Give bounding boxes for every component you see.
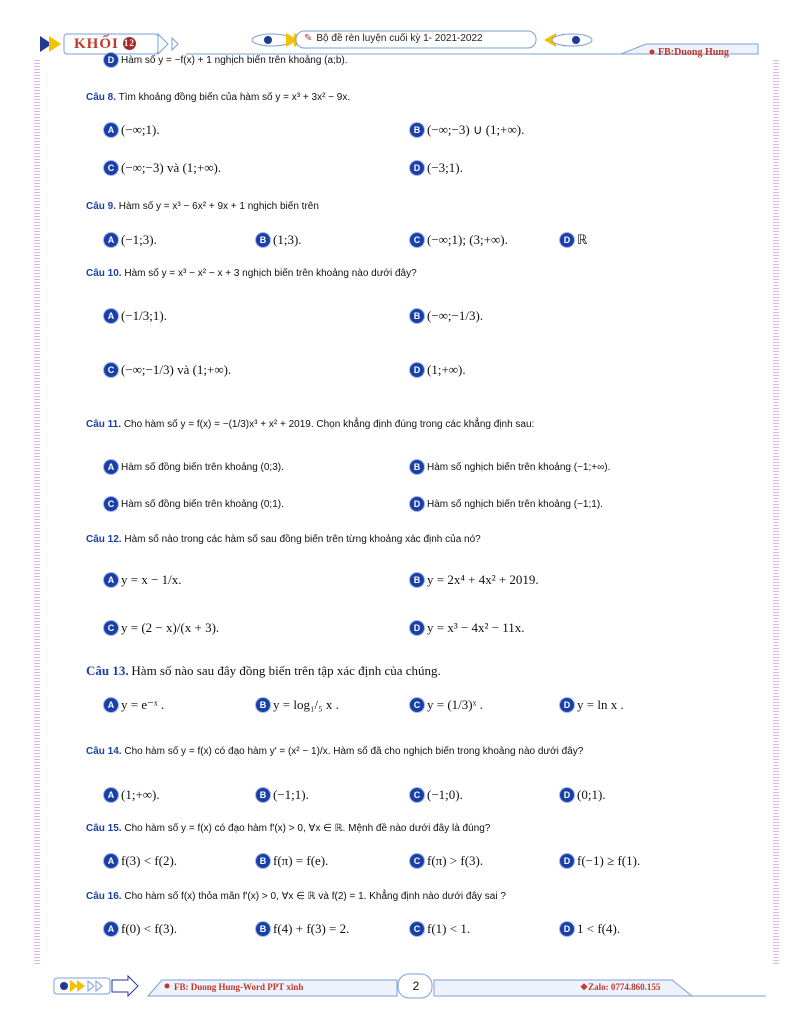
option-badge: C: [410, 854, 424, 868]
question-label: Câu 16.: [86, 891, 122, 902]
footer-zalo: ❖Zalo: 0774.860.155: [580, 982, 661, 992]
option-badge: A: [104, 788, 118, 802]
header-author: FB:Duong Hung: [658, 47, 729, 58]
question-label: Câu 11.: [86, 419, 122, 430]
option-text: Hàm số nghịch biến trên khoảng (−1;+∞).: [427, 461, 611, 473]
option-badge: A: [104, 460, 118, 474]
answer-option[interactable]: [410, 460, 610, 474]
answer-option[interactable]: [410, 572, 539, 588]
question-stem: [86, 92, 350, 103]
option-text: f(1) < 1.: [427, 921, 471, 936]
option-text: y = e⁻ˣ .: [121, 697, 165, 712]
question-label: Câu 14.: [86, 746, 122, 757]
option-badge: B: [410, 123, 424, 137]
option-text: f(3) < f(2).: [121, 853, 178, 868]
option-badge: B: [410, 460, 424, 474]
question-text: Cho hàm số y = f(x) có đạo hàm y′ = (x² − 1)/x. Hàm số đã cho nghịch biến trong khoảng nào dưới đây?: [124, 746, 584, 757]
answer-option[interactable]: [410, 122, 524, 138]
option-badge: D: [560, 854, 574, 868]
option-text: (1;+∞).: [121, 787, 160, 802]
answer-option[interactable]: [104, 122, 160, 138]
option-text: (−3;1).: [427, 160, 463, 175]
option-text: y = x − 1/x.: [121, 572, 182, 587]
option-badge: A: [104, 922, 118, 936]
option-text: f(4) + f(3) = 2.: [273, 921, 350, 936]
option-badge: B: [256, 788, 270, 802]
option-badge: D: [560, 698, 574, 712]
header-title-text: Bộ đề rèn luyện cuối kỳ 1- 2021-2022: [316, 33, 483, 44]
answer-option[interactable]: [104, 620, 219, 636]
question-text: Hàm số nào sau đây đồng biến trên tập xác định của chúng.: [131, 663, 441, 678]
grade-label: KHỐI: [74, 36, 119, 52]
answer-option[interactable]: [560, 921, 620, 937]
option-badge: D: [410, 161, 424, 175]
answer-option[interactable]: [104, 460, 284, 474]
option-text: f(π) > f(3).: [427, 853, 484, 868]
question-stem: [86, 201, 319, 212]
option-text: f(π) = f(e).: [273, 853, 329, 868]
answer-option[interactable]: [104, 921, 177, 937]
option-badge: D: [410, 497, 424, 511]
right-border-decoration: [773, 60, 779, 964]
grade-number: 12: [123, 38, 135, 48]
grade-badge: [74, 36, 136, 53]
option-badge: C: [104, 161, 118, 175]
header-title: [304, 33, 483, 44]
left-border-decoration: [34, 60, 40, 964]
option-badge: C: [410, 233, 424, 247]
answer-option[interactable]: [256, 921, 349, 937]
answer-option[interactable]: [256, 697, 339, 713]
option-badge: B: [256, 233, 270, 247]
answer-option[interactable]: [410, 308, 483, 324]
question-text: Hàm số y = x³ − x² − x + 3 nghịch biến trên khoảng nào dưới đây?: [124, 268, 417, 279]
question-label: Câu 8.: [86, 92, 117, 103]
option-text: (0;1).: [577, 787, 606, 802]
option-badge: B: [256, 922, 270, 936]
question-label: Câu 10.: [86, 268, 122, 279]
answer-option[interactable]: [410, 787, 463, 803]
answer-option[interactable]: [256, 853, 328, 869]
answer-option[interactable]: [410, 697, 483, 713]
answer-option[interactable]: [560, 787, 606, 803]
answer-option[interactable]: [104, 572, 182, 588]
option-text: (1;+∞).: [427, 362, 466, 377]
option-badge: A: [104, 573, 118, 587]
option-badge: A: [104, 123, 118, 137]
option-text: y = (2 − x)/(x + 3).: [121, 620, 220, 635]
question-text: Cho hàm số y = f(x) = −(1/3)x³ + x² + 2019. Chọn khẳng định đúng trong các khẳng định sau:: [123, 419, 535, 430]
question-text: Hàm số y = x³ − 6x² + 9x + 1 nghịch biến trên: [118, 201, 319, 212]
option-badge: C: [104, 497, 118, 511]
option-text: f(−1) ≥ f(1).: [577, 853, 641, 868]
option-text: (−∞;−3) ∪ (1;+∞).: [427, 122, 525, 137]
answer-option[interactable]: [104, 853, 177, 869]
option-text: (−∞;1).: [121, 122, 160, 137]
answer-option[interactable]: [410, 362, 466, 378]
question-stem: [86, 663, 441, 679]
question-text: Cho hàm số y = f(x) có đạo hàm f′(x) > 0, ∀x ∈ ℝ. Mệnh đề nào dưới đây là đúng?: [124, 823, 491, 834]
question-stem: [86, 268, 417, 279]
option-badge: D: [560, 922, 574, 936]
option-badge: C: [410, 788, 424, 802]
option-badge: D: [410, 363, 424, 377]
answer-option[interactable]: [410, 497, 603, 511]
question-stem: [86, 823, 490, 834]
option-text: 1 < f(4).: [577, 921, 621, 936]
option-badge: C: [410, 698, 424, 712]
question-text: Tìm khoảng đồng biến của hàm số y = x³ + 3x² − 9x.: [118, 92, 351, 103]
option-text: (−1;3).: [121, 232, 157, 247]
answer-option[interactable]: [104, 362, 231, 378]
answer-option[interactable]: [104, 160, 221, 176]
question-label: Câu 13.: [86, 663, 129, 678]
answer-option[interactable]: [256, 232, 302, 248]
option-text: (−∞;−3) và (1;+∞).: [121, 160, 222, 175]
question-stem: [86, 746, 583, 757]
option-text: y = x³ − 4x² − 11x.: [427, 620, 525, 635]
answer-option[interactable]: [410, 232, 508, 248]
option-badge: B: [410, 309, 424, 323]
option-badge: C: [104, 363, 118, 377]
answer-option[interactable]: [104, 497, 284, 511]
option-badge: D: [560, 233, 574, 247]
option-text: y = log₁/₅ x .: [273, 697, 339, 712]
option-badge: B: [256, 698, 270, 712]
answer-option[interactable]: [410, 921, 470, 937]
question-text: Cho hàm số f(x) thỏa mãn f′(x) > 0, ∀x ∈ ℝ và f(2) = 1. Khẳng định nào dưới đây sai ?: [124, 891, 506, 902]
option-badge: A: [104, 698, 118, 712]
option-text: (−∞;−1/3).: [427, 308, 484, 323]
answer-option[interactable]: [104, 787, 160, 803]
answer-option[interactable]: [104, 697, 164, 713]
page-number: 2: [412, 979, 420, 993]
option-badge: A: [104, 309, 118, 323]
answer-option[interactable]: [410, 620, 525, 636]
question-label: Câu 12.: [86, 534, 122, 545]
option-text: f(0) < f(3).: [121, 921, 178, 936]
option-text: (−1;1).: [273, 787, 309, 802]
answer-option[interactable]: [560, 697, 624, 713]
answer-option[interactable]: [560, 232, 587, 248]
question-label: Câu 9.: [86, 201, 117, 212]
answer-option[interactable]: [104, 308, 167, 324]
question-text: Hàm số nào trong các hàm số sau đồng biến trên từng khoảng xác định của nó?: [124, 534, 481, 545]
option-text: Hàm số đồng biến trên khoảng (0;3).: [121, 461, 284, 473]
option-text: Hàm số đồng biến trên khoảng (0;1).: [121, 498, 284, 510]
question-stem: [86, 891, 506, 902]
option-badge: A: [104, 233, 118, 247]
option-badge: D: [560, 788, 574, 802]
option-badge: C: [104, 621, 118, 635]
option-text: (−1/3;1).: [121, 308, 167, 323]
option-text: (1;3).: [273, 232, 302, 247]
option-badge: B: [410, 573, 424, 587]
pencil-icon: ✎: [304, 33, 313, 44]
option-text: (−∞;−1/3) và (1;+∞).: [121, 362, 232, 377]
option-badge: B: [256, 854, 270, 868]
page-footer: [52, 972, 768, 1004]
option-badge: C: [410, 922, 424, 936]
question-label: Câu 15.: [86, 823, 122, 834]
answer-option[interactable]: [410, 853, 483, 869]
option-badge: D: [104, 53, 118, 67]
option-text: Hàm số nghịch biến trên khoảng (−1;1).: [427, 498, 603, 510]
option-text: Hàm số y = −f(x) + 1 nghịch biến trên khoảng (a;b).: [121, 54, 348, 66]
option-text: (−∞;1); (3;+∞).: [427, 232, 508, 247]
option-text: (−1;0).: [427, 787, 463, 802]
footer-fb: FB: Duong Hung-Word PPT xinh: [174, 982, 304, 992]
answer-option[interactable]: [104, 232, 157, 248]
option-badge: A: [104, 854, 118, 868]
question-stem: [86, 419, 534, 430]
option-badge: D: [410, 621, 424, 635]
question-stem: [86, 534, 481, 545]
option-text: y = ln x .: [577, 697, 624, 712]
answer-option[interactable]: [256, 787, 309, 803]
answer-option[interactable]: [560, 853, 640, 869]
option-text: y = (1/3)ˣ .: [427, 697, 483, 712]
option-text: ℝ: [577, 232, 588, 247]
answer-option[interactable]: [410, 160, 463, 176]
option-text: y = 2x⁴ + 4x² + 2019.: [427, 572, 539, 587]
carry-option: [104, 53, 348, 67]
